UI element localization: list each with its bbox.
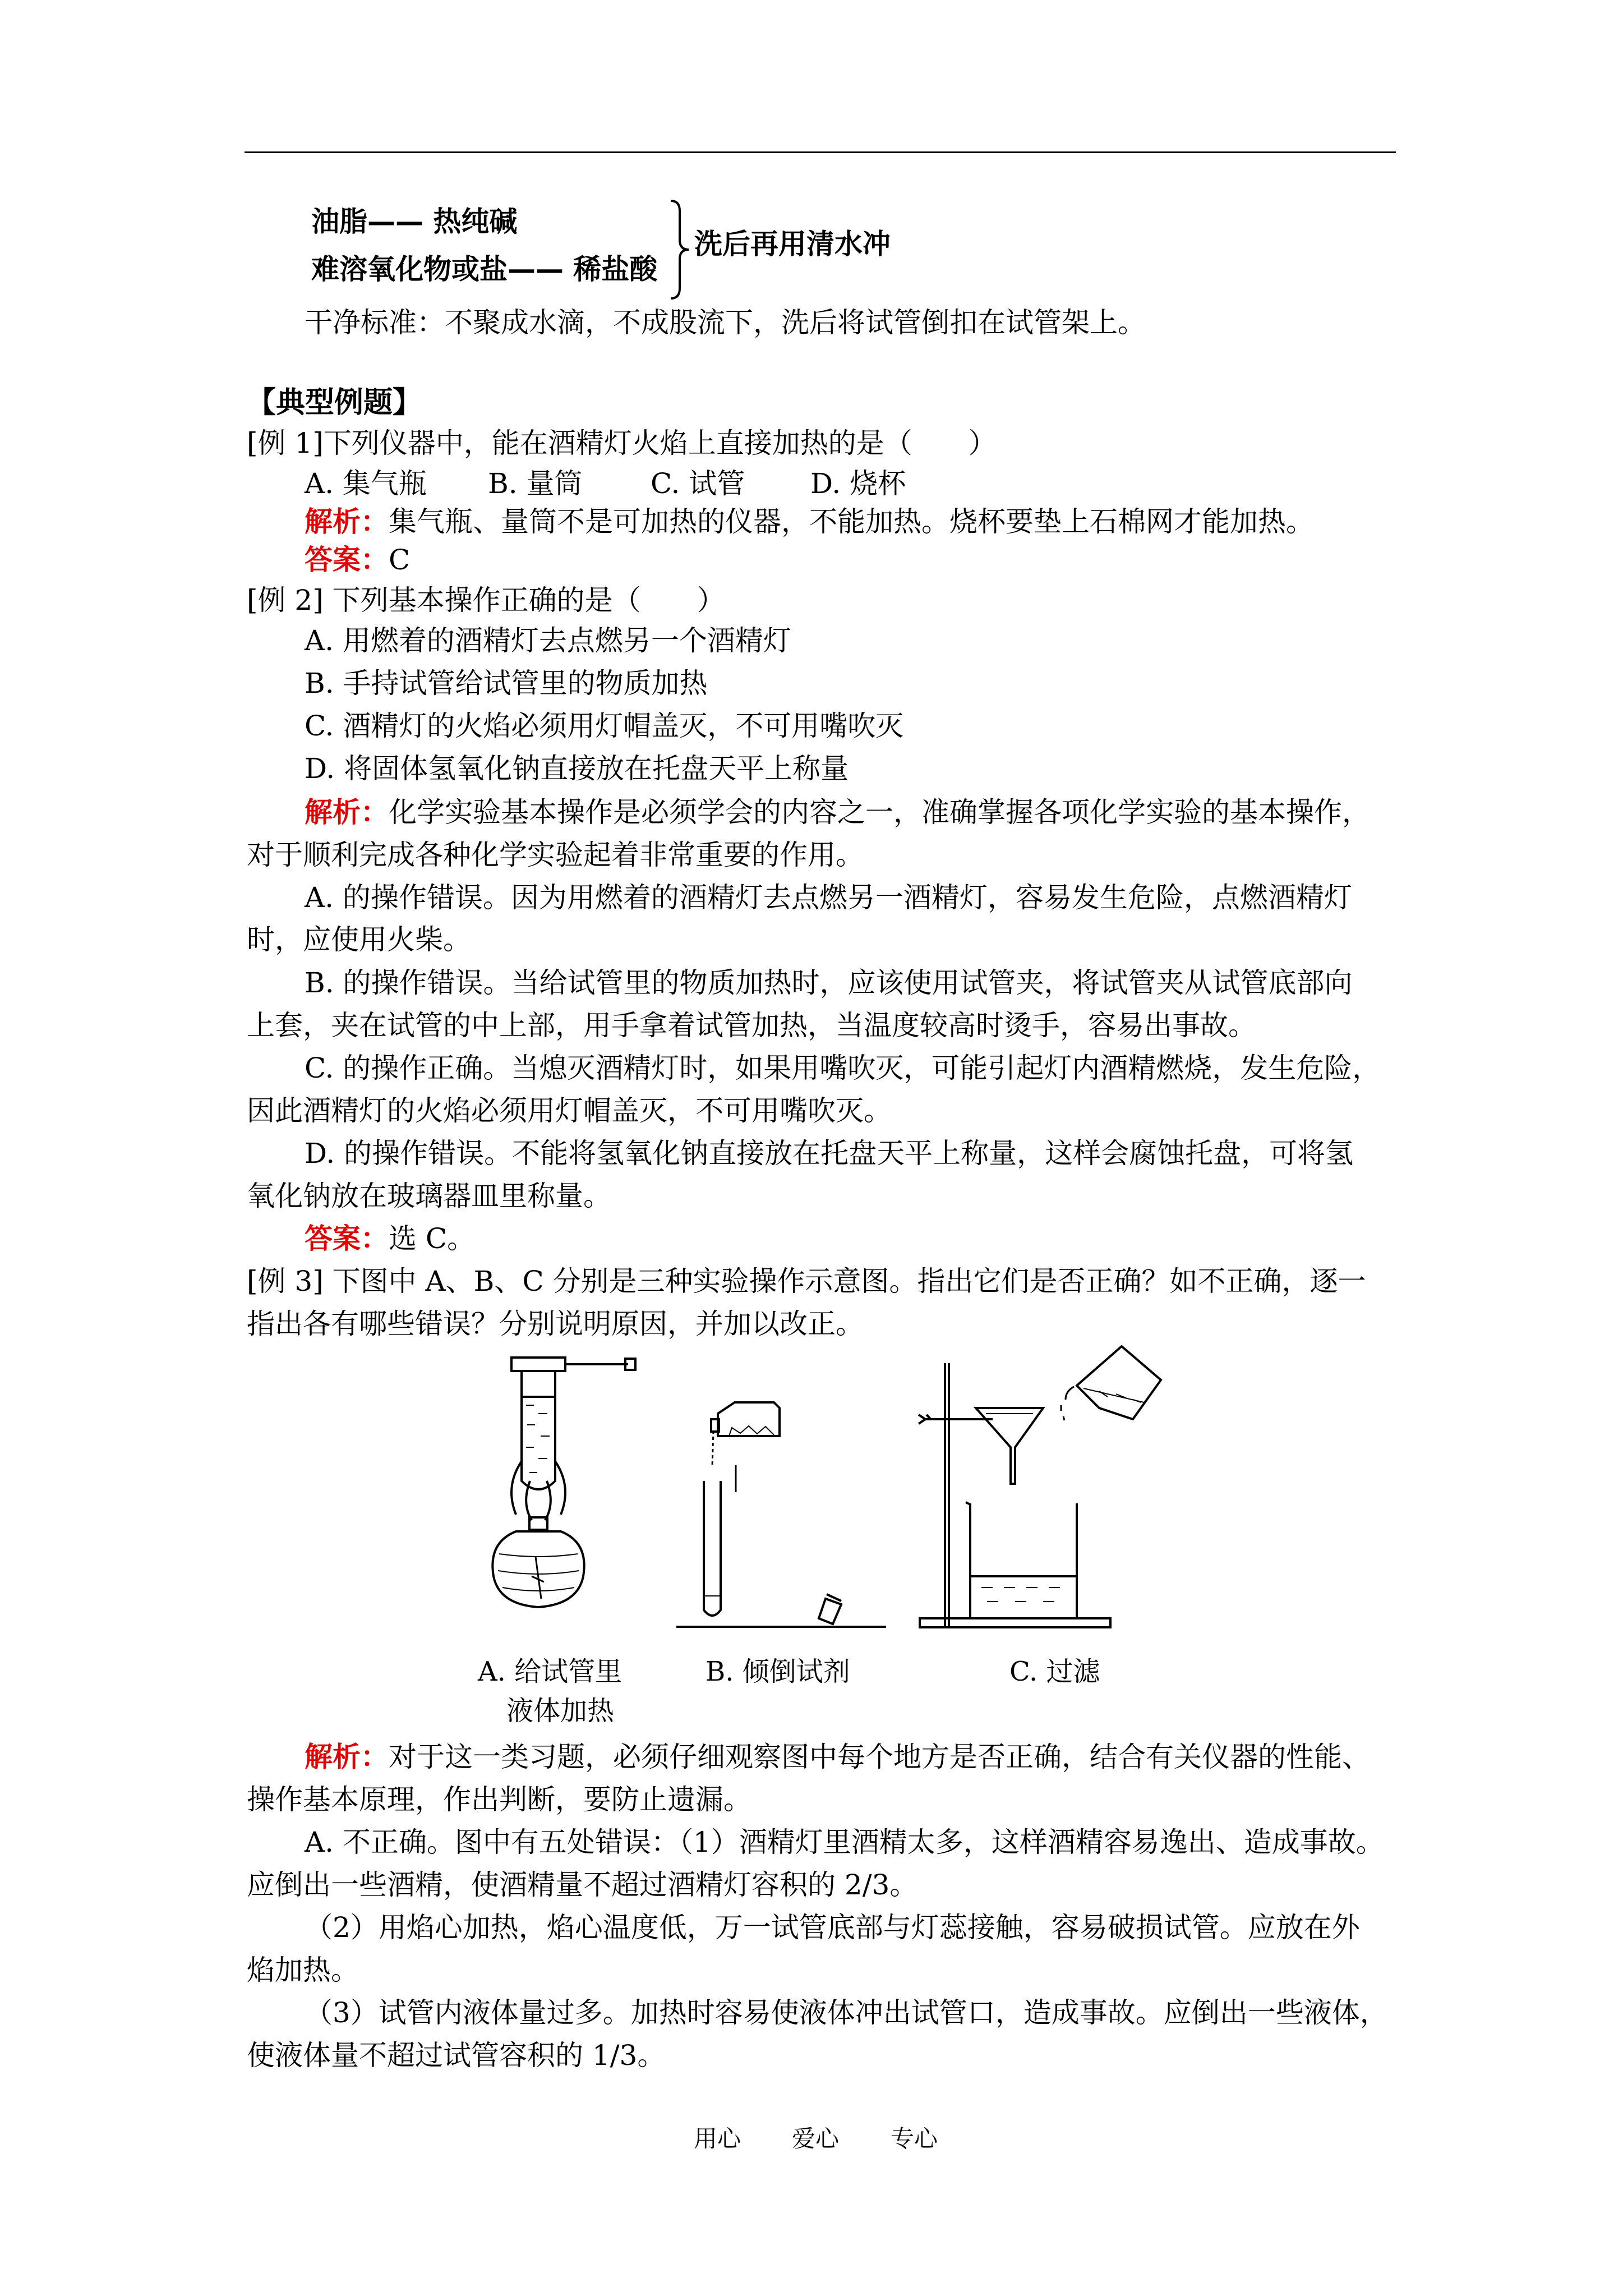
header-rule <box>245 151 1396 153</box>
footer-item-1: 用心 <box>694 2125 741 2152</box>
wash-row-2: 难溶氧化物或盐—— 稀盐酸 <box>311 253 658 286</box>
ex2-answer: 选 C。 <box>389 1222 476 1255</box>
ex3-question-l1: [例 3] 下图中 A、B、C 分别是三种实验操作示意图。指出它们是否正确？如不正确，逐一 <box>247 1265 1366 1297</box>
ex1-answer-label: 答案： <box>305 544 389 576</box>
ex2-analysis-l1: 化学实验基本操作是必须学会的内容之一，准确掌握各项化学实验的基本操作， <box>389 796 1370 829</box>
ex2-c-l2: 因此酒精灯的火焰必须用灯帽盖灭，不可用嘴吹灭。 <box>247 1094 892 1127</box>
ex2-analysis-label: 解析： <box>305 796 389 829</box>
ex2-a-l1: A. 的操作错误。因为用燃着的酒精灯去点燃另一酒精灯，容易发生危险，点燃酒精灯 <box>305 881 1352 914</box>
ex2-option-a: A. 用燃着的酒精灯去点燃另一个酒精灯 <box>305 624 791 657</box>
caption-a-l1: A. 给试管里 <box>478 1656 623 1687</box>
ex3-p3-l1: （3）试管内液体量过多。加热时容易使液体冲出试管口，造成事故。应倒出一些液体， <box>305 1996 1388 2029</box>
section-title: 【典型例题】 <box>247 386 422 420</box>
filtration-drawing <box>919 1346 1161 1627</box>
wash-note: 洗后再用清水冲 <box>694 228 891 260</box>
ex3-question-l2: 指出各有哪些错误？分别说明原因，并加以改正。 <box>247 1308 864 1340</box>
ex2-c-l1: C. 的操作正确。当熄灭酒精灯时，如果用嘴吹灭，可能引起灯内酒精燃烧，发生危险， <box>305 1052 1381 1084</box>
ex2-question: [例 2] 下列基本操作正确的是（ ） <box>247 584 725 616</box>
heating-test-tube-drawing <box>492 1358 635 1607</box>
caption-a-l2: 液体加热 <box>506 1695 615 1727</box>
ex3-a-l1: A. 不正确。图中有五处错误：（1）酒精灯里酒精太多，这样酒精容易逸出、造成事故。 <box>305 1826 1384 1858</box>
experiment-figure <box>482 1335 1178 1649</box>
curly-brace-icon <box>668 200 691 300</box>
clean-standard: 干净标准：不聚成水滴，不成股流下，洗后将试管倒扣在试管架上。 <box>305 306 1146 339</box>
ex3-analysis-l2: 操作基本原理，作出判断，要防止遗漏。 <box>247 1783 751 1816</box>
ex2-option-b: B. 手持试管给试管里的物质加热 <box>305 667 708 700</box>
caption-b: B. 倾倒试剂 <box>706 1656 850 1687</box>
ex2-a-l2: 时，应使用火柴。 <box>247 923 471 956</box>
ex1-option-d: D. 烧杯 <box>810 467 906 500</box>
ex2-option-c: C. 酒精灯的火焰必须用灯帽盖灭，不可用嘴吹灭 <box>305 710 904 742</box>
ex2-analysis-l2: 对于顺利完成各种化学实验起着非常重要的作用。 <box>247 839 864 871</box>
ex1-analysis-label: 解析： <box>305 505 389 538</box>
ex2-b-l2: 上套，夹在试管的中上部，用手拿着试管加热，当温度较高时烫手，容易出事故。 <box>247 1009 1256 1042</box>
caption-c: C. 过滤 <box>1009 1656 1100 1687</box>
ex3-analysis-label: 解析： <box>305 1741 389 1773</box>
ex1-option-a: A. 集气瓶 <box>305 467 427 500</box>
ex1-question: [例 1]下列仪器中，能在酒精灯火焰上直接加热的是（ ） <box>247 427 997 459</box>
ex3-p2-l2: 焰加热。 <box>247 1954 359 1986</box>
ex1-answer: C <box>389 544 411 576</box>
ex2-option-d: D. 将固体氢氧化钠直接放在托盘天平上称量 <box>305 752 849 785</box>
ex3-p2-l1: （2）用焰心加热，焰心温度低，万一试管底部与灯蕊接触，容易破损试管。应放在外 <box>305 1911 1360 1944</box>
footer-item-3: 专心 <box>891 2125 938 2152</box>
ex3-p3-l2: 使液体量不超过试管容积的 1/3。 <box>247 2039 666 2072</box>
wash-row-1: 油脂—— 热纯碱 <box>311 205 518 238</box>
ex3-analysis-l1: 对于这一类习题，必须仔细观察图中每个地方是否正确，结合有关仪器的性能、 <box>389 1741 1370 1773</box>
ex1-analysis: 集气瓶、量筒不是可加热的仪器，不能加热。烧杯要垫上石棉网才能加热。 <box>389 505 1314 538</box>
pouring-reagent-drawing <box>676 1402 886 1627</box>
ex2-b-l1: B. 的操作错误。当给试管里的物质加热时，应该使用试管夹，将试管夹从试管底部向 <box>305 967 1353 999</box>
ex3-a-l2: 应倒出一些酒精，使酒精量不超过酒精灯容积的 2/3。 <box>247 1869 918 1901</box>
ex1-option-c: C. 试管 <box>651 467 745 500</box>
ex1-option-b: B. 量筒 <box>488 467 583 500</box>
footer-item-2: 爱心 <box>792 2125 840 2152</box>
ex2-answer-label: 答案： <box>305 1222 389 1255</box>
ex2-d-l1: D. 的操作错误。不能将氢氧化钠直接放在托盘天平上称量，这样会腐蚀托盘，可将氢 <box>305 1137 1354 1170</box>
ex2-d-l2: 氧化钠放在玻璃器皿里称量。 <box>247 1180 611 1212</box>
